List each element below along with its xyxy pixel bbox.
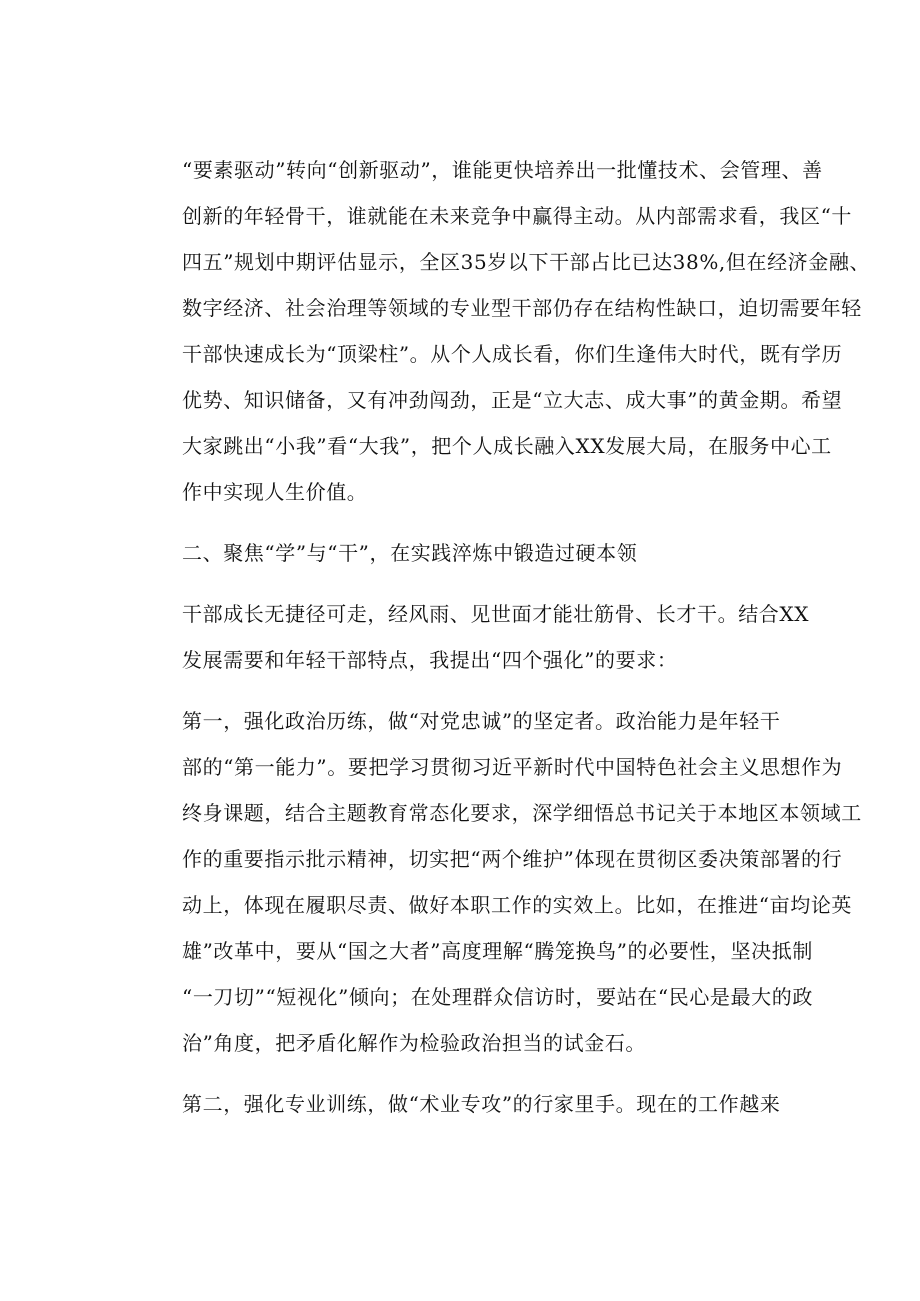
section-heading: 二、聚焦“学”与“干”，在实践淬炼中锻造过硬本领 [182, 541, 638, 565]
paragraph-line-19: 第二，强化专业训练，做“术业专攻”的行家里手。现在的工作越来 [182, 1092, 781, 1116]
paragraph-line-18: 治”角度，把矛盾化解作为检验政治担当的试金石。 [182, 1031, 647, 1055]
paragraph-line-7: 大家跳出“小我”看“大我”，把个人成长融入XX发展大局，在服务中心工 [182, 434, 832, 458]
paragraph-line-9: 干部成长无捷径可走，经风雨、见世面才能壮筋骨、长才干。结合XX [182, 602, 810, 626]
paragraph-line-16: 雄”改革中，要从“国之大者”高度理解“腾笼换鸟”的必要性，坚决抵制 [182, 939, 813, 963]
paragraph-line-11: 第一，强化政治历练，做“对党忠诚”的坚定者。政治能力是年轻干 [182, 709, 781, 733]
paragraph-line-1: “要素驱动”转向“创新驱动”，谁能更快培养出一批懂技术、会管理、善 [182, 158, 823, 182]
paragraph-line-14: 作的重要指示批示精神，切实把“两个维护”体现在贯彻区委决策部署的行 [182, 847, 843, 871]
paragraph-line-13: 终身课题，结合主题教育常态化要求，深学细悟总书记关于本地区本领域工 [182, 801, 862, 825]
paragraph-line-4: 数字经济、社会治理等领域的专业型干部仍存在结构性缺口，迫切需要年轻 [182, 296, 862, 320]
paragraph-line-5: 干部快速成长为“顶梁柱”。从个人成长看，你们生逢伟大时代，既有学历 [182, 342, 843, 366]
paragraph-line-6: 优势、知识储备，又有冲劲闯劲，正是“立大志、成大事”的黄金期。希望 [182, 388, 843, 412]
paragraph-line-15: 动上，体现在履职尽责、做好本职工作的实效上。比如，在推进“亩均论英 [182, 893, 853, 917]
paragraph-line-8: 作中实现人生价值。 [182, 480, 368, 504]
paragraph-line-12: 部的“第一能力”。要把学习贯彻习近平新时代中国特色社会主义思想作为 [182, 755, 843, 779]
paragraph-line-10: 发展需要和年轻干部特点，我提出“四个强化”的要求： [182, 648, 678, 672]
paragraph-line-17: “一刀切”“短视化”倾向；在处理群众信访时，要站在“民心是最大的政 [182, 985, 813, 1009]
paragraph-line-2: 创新的年轻骨干，谁就能在未来竞争中赢得主动。从内部需求看，我区“十 [182, 204, 853, 228]
paragraph-line-3: 四五”规划中期评估显示，全区35岁以下干部占比已达38%,但在经济金融、 [182, 250, 871, 274]
